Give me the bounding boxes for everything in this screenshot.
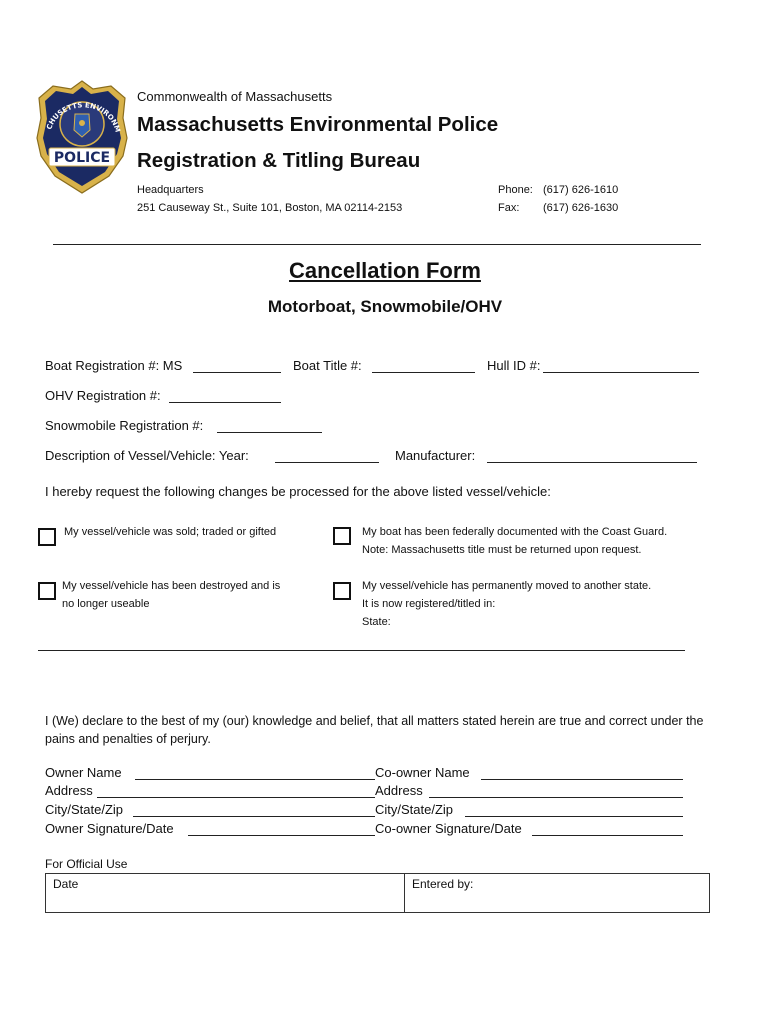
boat-registration-field[interactable] [193, 359, 281, 373]
vessel-year-label: Description of Vessel/Vehicle: Year: [45, 448, 249, 463]
form-title: Cancellation Form [289, 258, 481, 283]
destroyed-checkbox[interactable] [38, 582, 56, 600]
request-statement: I hereby request the following changes be processed for the above listed vessel/vehicle: [45, 484, 551, 499]
owner-city-label: City/State/Zip [45, 802, 124, 817]
coowner-name-label: Co-owner Name [375, 765, 470, 780]
police-badge-logo [33, 78, 131, 196]
coowner-address-label: Address [375, 783, 423, 798]
owner-address-field[interactable] [97, 784, 375, 798]
perjury-declaration: I (We) declare to the best of my (our) knowledge and belief, that all matters stated herein are true and correct under the pains and penalties of perjury. [45, 714, 704, 746]
owner-city-field[interactable] [133, 803, 375, 817]
moved-checkbox[interactable] [333, 582, 351, 600]
form-subtitle: Motorboat, Snowmobile/OHV [267, 297, 503, 316]
official-use-label: For Official Use [45, 857, 128, 871]
coowner-signature-field[interactable] [532, 822, 683, 836]
documented-checkbox[interactable] [333, 527, 351, 545]
hull-id-label: Hull ID #: [487, 358, 541, 373]
owner-signature-field[interactable] [188, 822, 375, 836]
fax-number: (617) 626-1630 [543, 202, 619, 214]
snowmobile-registration-field[interactable] [217, 419, 322, 433]
official-entered-by-label: Entered by: [412, 877, 474, 891]
coowner-city-field[interactable] [465, 803, 683, 817]
ohv-registration-field[interactable] [169, 389, 281, 403]
manufacturer-field[interactable] [487, 449, 697, 463]
documented-option-note: Note: Massachusetts title must be returned upon request. [362, 544, 642, 556]
moved-option-label-2: It is now registered/titled in: [362, 598, 496, 610]
official-entered-by-cell[interactable] [405, 874, 710, 913]
hq-label: Headquarters [137, 184, 204, 196]
moved-state-label: State: [362, 616, 391, 628]
snowmobile-registration-label: Snowmobile Registration #: [45, 418, 204, 433]
hull-id-field[interactable] [543, 359, 699, 373]
fax-label: Fax: [498, 202, 520, 214]
boat-title-label: Boat Title #: [293, 358, 362, 373]
bureau-title: Registration & Titling Bureau [137, 149, 421, 172]
manufacturer-label: Manufacturer: [395, 448, 476, 463]
sold-option-label: My vessel/vehicle was sold; traded or gifted [64, 526, 277, 538]
badge-arc-text: CHUSETTS ENVIRONM [45, 101, 122, 134]
coowner-signature-label: Co-owner Signature/Date [375, 821, 522, 836]
official-use-table [45, 873, 710, 913]
destroyed-option-label-2: no longer useable [62, 598, 150, 610]
hq-address: 251 Causeway St., Suite 101, Boston, MA 02114-2153 [137, 202, 403, 214]
boat-registration-label: Boat Registration #: MS [45, 358, 183, 373]
options-divider [38, 650, 685, 651]
badge-icon [33, 78, 131, 196]
owner-signature-label: Owner Signature/Date [45, 821, 174, 836]
moved-option-label: My vessel/vehicle has permanently moved to another state. [362, 580, 652, 592]
official-date-label: Date [53, 877, 79, 891]
phone-label: Phone: [498, 184, 533, 196]
owner-address-label: Address [45, 783, 93, 798]
org-name: Commonwealth of Massachusetts [137, 89, 333, 104]
ohv-registration-label: OHV Registration #: [45, 388, 161, 403]
vessel-year-field[interactable] [275, 449, 379, 463]
agency-title: Massachusetts Environmental Police [137, 113, 499, 136]
coowner-city-label: City/State/Zip [375, 802, 454, 817]
boat-title-field[interactable] [372, 359, 475, 373]
header-divider [53, 244, 701, 245]
badge-police-text: POLICE [53, 150, 111, 166]
documented-option-label: My boat has been federally documented with the Coast Guard. [362, 526, 668, 538]
official-date-cell[interactable] [46, 874, 405, 913]
phone-number: (617) 626-1610 [543, 184, 619, 196]
destroyed-option-label: My vessel/vehicle has been destroyed and is [62, 580, 281, 592]
owner-name-label: Owner Name [45, 765, 122, 780]
coowner-name-field[interactable] [481, 766, 683, 780]
coowner-address-field[interactable] [429, 784, 683, 798]
owner-name-field[interactable] [135, 766, 375, 780]
sold-checkbox[interactable] [38, 528, 56, 546]
